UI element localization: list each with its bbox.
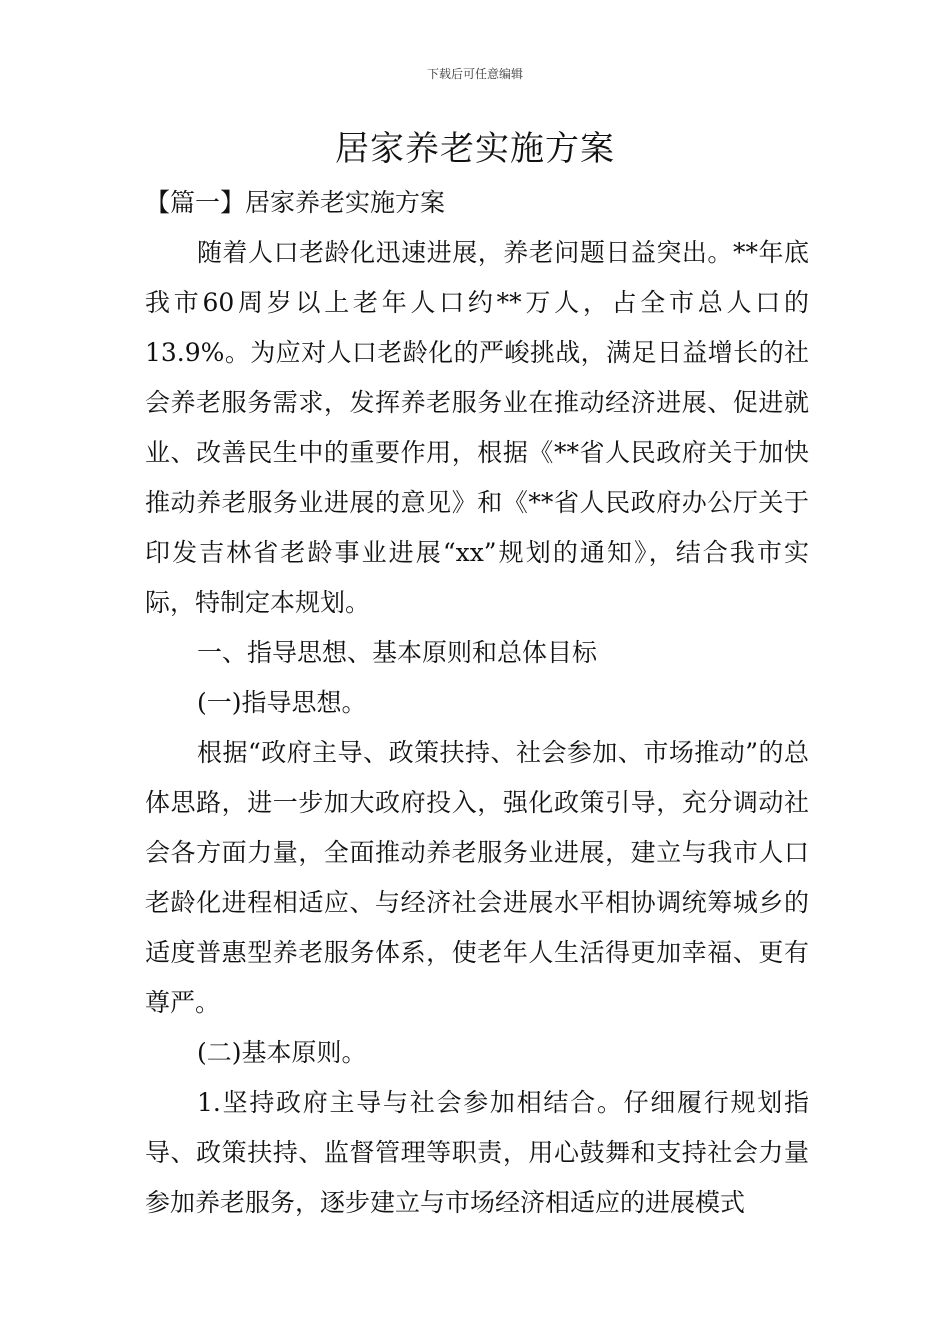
header-note: 下载后可任意编辑: [426, 67, 523, 81]
document-title: 居家养老实施方案: [335, 129, 615, 169]
subsection-heading-guiding-ideology: (一)指导思想。: [197, 688, 367, 717]
paragraph-principle-1: 1.坚持政府主导与社会参加相结合。仔细履行规划指导、政策扶持、监督管理等职责，用心鼓舞和支持社会力量参加养老服务，逐步建立与市场经济相适应的进展模式: [145, 1088, 809, 1217]
paragraph-guiding-ideology: 根据“政府主导、政策扶持、社会参加、市场推动”的总体思路，进一步加大政府投入，强化政策引导，充分调动社会各方面力量，全面推动养老服务业进展，建立与我市人口老龄化进程相适应、与经济社会进展水平相协调统筹城乡的适度普惠型养老服务体系，使老年人生活得更加幸福、更有尊严。: [145, 738, 809, 1017]
paragraph-intro: 随着人口老龄化迅速进展，养老问题日益突出。**年底我市60周岁以上老年人口约**万人，占全市总人口的13.9%。为应对人口老龄化的严峻挑战，满足日益增长的社会养老服务需求，发挥养老服务业在推动经济进展、促进就业、改善民生中的重要作用，根据《**省人民政府关于加快推动养老服务业进展的意见》和《**省人民政府办公厅关于印发吉林省老龄事业进展“xx”规划的通知》，结合我市实际，特制定本规划。: [145, 238, 809, 617]
document-subtitle: 【篇一】居家养老实施方案: [145, 188, 446, 217]
document-body: [145, 178, 809, 1228]
section-heading-1: 一、指导思想、基本原则和总体目标: [197, 638, 598, 667]
subsection-heading-basic-principles: (二)基本原则。: [197, 1038, 367, 1067]
